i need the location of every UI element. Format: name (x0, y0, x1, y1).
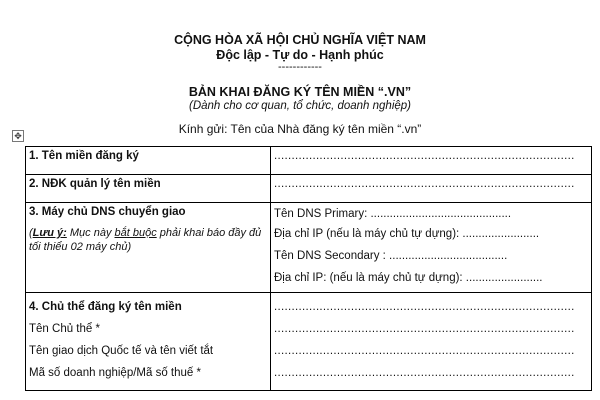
owner-intl-name-label: Tên giao dịch Quốc tế và tên viết tắt (29, 345, 214, 357)
domain-value-cell[interactable] (271, 147, 592, 175)
dns-primary-field[interactable]: Tên DNS Primary: ............................................ (274, 208, 512, 220)
table-row (26, 293, 592, 391)
dns-note (29, 226, 267, 254)
owner-tax-id-field[interactable]: ...................................................................................... (274, 367, 575, 379)
dns-value-cell (271, 203, 592, 293)
table-row (26, 175, 592, 203)
dns-primary-ip-field[interactable]: Địa chỉ IP (nếu là máy chủ tự dựng): ........................ (274, 228, 540, 240)
registrar-value-cell[interactable] (271, 175, 592, 203)
motto: Độc lập - Tự do - Hạnh phúc (216, 48, 384, 62)
separator: ------------ (278, 61, 322, 73)
dns-secondary-ip-field[interactable]: Địa chỉ IP: (nếu là máy chủ tự dựng): ........................ (274, 272, 543, 284)
dns-note-prefix: ( (29, 227, 33, 239)
domain-label-cell (26, 147, 271, 175)
owner-name-label: Tên Chủ thể * (29, 323, 100, 335)
table-row (26, 147, 592, 175)
registration-form-table (25, 146, 592, 391)
registrar-label-cell (26, 175, 271, 203)
owner-field[interactable]: ...................................................................................... (274, 301, 575, 313)
owner-label: 4. Chủ thể đăng ký tên miền (29, 301, 182, 313)
dns-note-mid: Mục này (66, 227, 115, 239)
owner-name-field[interactable]: ...................................................................................... (274, 323, 575, 335)
registrar-field[interactable]: ...................................................................................... (274, 178, 575, 190)
dns-note-required: bắt buộc (114, 227, 157, 239)
owner-value-cell (271, 293, 592, 391)
owner-tax-id-label: Mã số doanh nghiệp/Mã số thuế * (29, 367, 201, 379)
domain-label: 1. Tên miền đăng ký (29, 150, 139, 162)
form-subtitle: (Dành cho cơ quan, tổ chức, doanh nghiệp) (188, 100, 412, 112)
dns-note-rest: phải khai báo đầy đủ tối thiểu 02 máy chủ) (29, 227, 262, 253)
addressee: Kính gửi: Tên của Nhà đăng ký tên miền “.vn” (178, 122, 422, 136)
form-title: BẢN KHAI ĐĂNG KÝ TÊN MIỀN “.VN” (188, 85, 412, 99)
table-move-icon[interactable]: ✥ (12, 130, 24, 142)
registrar-label: 2. NĐK quản lý tên miền (29, 178, 161, 190)
dns-label: 3. Máy chủ DNS chuyển giao (29, 206, 186, 218)
owner-intl-name-field[interactable]: ...................................................................................... (274, 345, 575, 357)
dns-secondary-field[interactable]: Tên DNS Secondary : ..................................... (274, 250, 508, 262)
table-row (26, 203, 592, 293)
dns-note-strong: Lưu ý: (32, 227, 67, 239)
dns-label-cell (26, 203, 271, 293)
country-heading: CỘNG HÒA XÃ HỘI CHỦ NGHĨA VIỆT NAM (174, 33, 426, 47)
owner-label-cell (26, 293, 271, 391)
domain-field[interactable]: ...................................................................................... (274, 150, 575, 162)
